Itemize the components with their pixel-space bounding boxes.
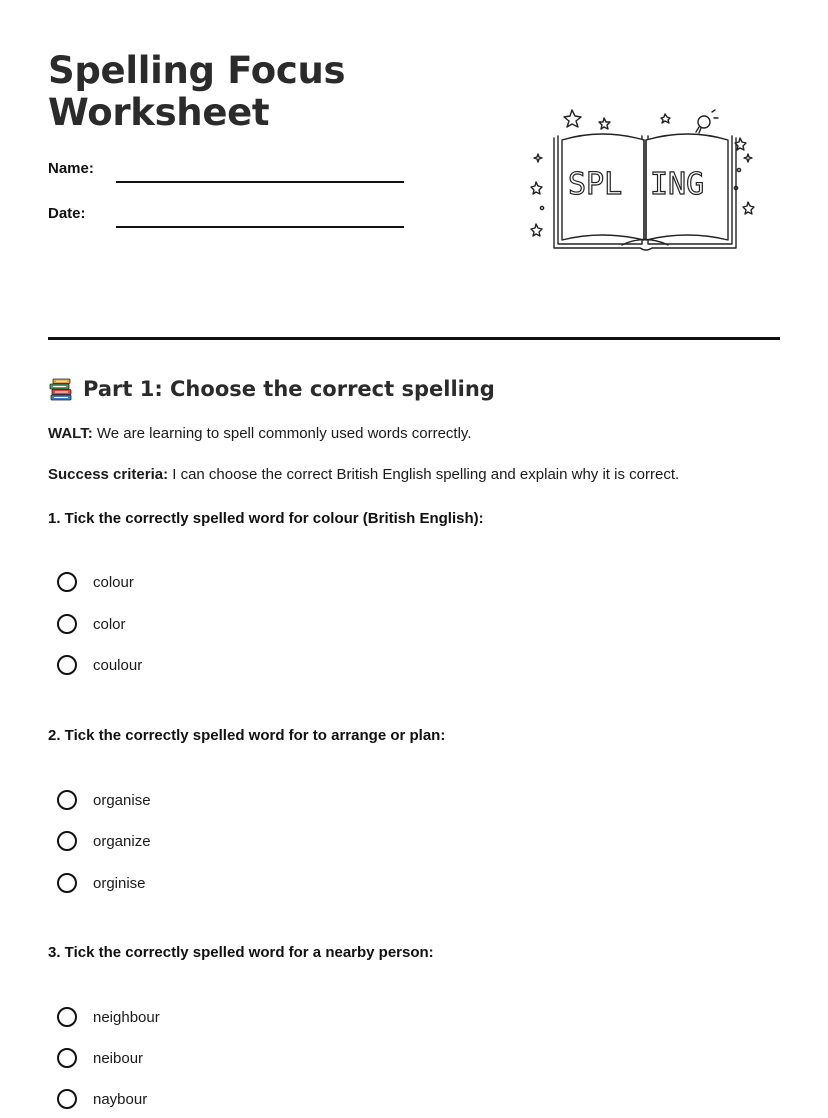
date-label: Date:: [48, 205, 86, 222]
name-field[interactable]: [116, 181, 404, 183]
radio-button[interactable]: [57, 655, 77, 675]
question-3-option-1[interactable]: [57, 1005, 160, 1029]
part1-heading: [48, 374, 495, 404]
radio-button[interactable]: [57, 831, 77, 851]
question-1-option-1[interactable]: [57, 570, 134, 594]
radio-button[interactable]: [57, 1048, 77, 1068]
question-1-option-3[interactable]: [57, 653, 142, 677]
option-label: neighbour: [93, 1008, 160, 1026]
question-2-prompt: 2. Tick the correctly spelled word for to arrange or plan:: [48, 727, 446, 744]
option-label: color: [93, 615, 126, 633]
question-1-option-2[interactable]: [57, 612, 126, 636]
books-icon: [48, 376, 74, 402]
question-3-option-2[interactable]: [57, 1046, 143, 1070]
question-1-prompt: 1. Tick the correctly spelled word for colour (British English):: [48, 510, 484, 527]
option-label: coulour: [93, 656, 143, 674]
option-label: colour: [93, 573, 134, 591]
success-criteria-line: [48, 466, 679, 483]
walt-line: [48, 425, 471, 442]
option-label: naybour: [93, 1090, 148, 1108]
radio-button[interactable]: [57, 614, 77, 634]
book-text-right: ING: [650, 167, 705, 202]
walt-label: WALT:: [48, 425, 93, 442]
book-text-left: SPL: [568, 167, 623, 202]
page-title: [48, 50, 468, 134]
name-label: Name:: [48, 160, 94, 177]
option-label: orginise: [93, 874, 146, 892]
question-2-option-3[interactable]: [57, 871, 146, 895]
date-field[interactable]: [116, 226, 404, 228]
spelling-book-illustration: [522, 102, 766, 254]
question-2-option-1[interactable]: [57, 788, 151, 812]
page-title-line-1: Spelling Focus: [48, 49, 346, 92]
radio-button[interactable]: [57, 790, 77, 810]
question-2-option-2[interactable]: [57, 829, 151, 853]
radio-button[interactable]: [57, 873, 77, 893]
part1-title: Part 1: Choose the correct spelling: [83, 377, 495, 401]
option-label: neibour: [93, 1049, 144, 1067]
radio-button[interactable]: [57, 572, 77, 592]
option-label: organise: [93, 791, 151, 809]
success-criteria-label: Success criteria:: [48, 466, 169, 483]
radio-button[interactable]: [57, 1089, 77, 1109]
radio-button[interactable]: [57, 1007, 77, 1027]
success-criteria-text: I can choose the correct British English spelling and explain why it is correct.: [168, 466, 680, 483]
option-label: organize: [93, 832, 151, 850]
question-3-option-3[interactable]: [57, 1087, 147, 1111]
section-divider: [48, 337, 780, 340]
page-title-line-2: Worksheet: [48, 91, 270, 134]
question-3-prompt: 3. Tick the correctly spelled word for a nearby person:: [48, 944, 434, 961]
walt-text: We are learning to spell commonly used words correctly.: [92, 425, 472, 442]
